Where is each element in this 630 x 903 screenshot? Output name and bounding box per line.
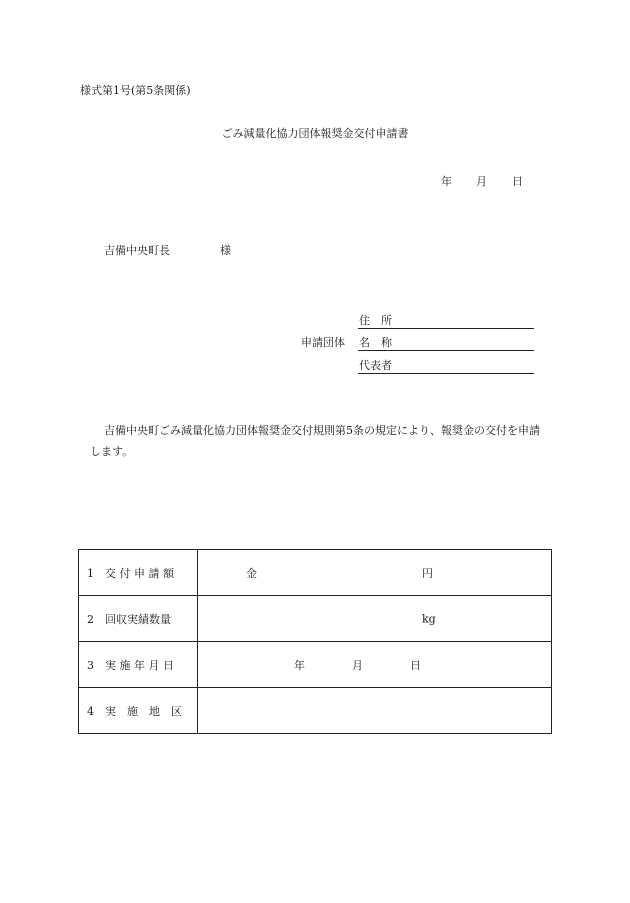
row-label: 4 実 施 地 区	[79, 688, 198, 734]
amount-prefix: 金	[246, 566, 257, 580]
date-year-label: 年	[441, 175, 452, 188]
implementation-date-field[interactable]	[198, 642, 552, 688]
impl-month-label: 月	[352, 658, 363, 672]
document-title: ごみ減量化協力団体報奨金交付申請書	[221, 127, 409, 140]
quantity-unit: kg	[422, 612, 436, 625]
district-field[interactable]	[198, 688, 552, 734]
address-label: 住 所	[359, 314, 392, 327]
org-name-field[interactable]	[358, 334, 534, 351]
date-day-label: 日	[512, 175, 523, 188]
row-label: 2 回収実績数量	[79, 596, 198, 642]
addressee-name: 吉備中央町長	[104, 244, 170, 257]
table-row	[79, 550, 552, 596]
org-name-label: 名 称	[359, 336, 392, 349]
table-row	[79, 596, 552, 642]
form-number: 様式第1号(第5条関係)	[80, 84, 191, 97]
application-statement: 吉備中央町ごみ減量化協力団体報奨金交付規則第5条の規定により、報奨金の交付を申請します。	[90, 424, 540, 458]
date-month-label: 月	[476, 175, 487, 188]
table-row	[79, 642, 552, 688]
applicant-org-label: 申請団体	[301, 336, 345, 349]
impl-day-label: 日	[410, 658, 421, 672]
amount-unit: 円	[422, 566, 433, 580]
representative-label: 代表者	[359, 359, 392, 372]
address-field[interactable]	[358, 312, 534, 329]
impl-year-label: 年	[294, 658, 305, 672]
table-row	[79, 688, 552, 734]
row-label: 3 実 施 年 月 日	[79, 642, 198, 688]
quantity-field[interactable]	[198, 596, 552, 642]
application-details-table	[78, 549, 552, 734]
amount-field[interactable]	[198, 550, 552, 596]
addressee-honorific: 様	[220, 244, 231, 257]
row-label: 1 交 付 申 請 額	[79, 550, 198, 596]
representative-field[interactable]	[358, 357, 534, 374]
